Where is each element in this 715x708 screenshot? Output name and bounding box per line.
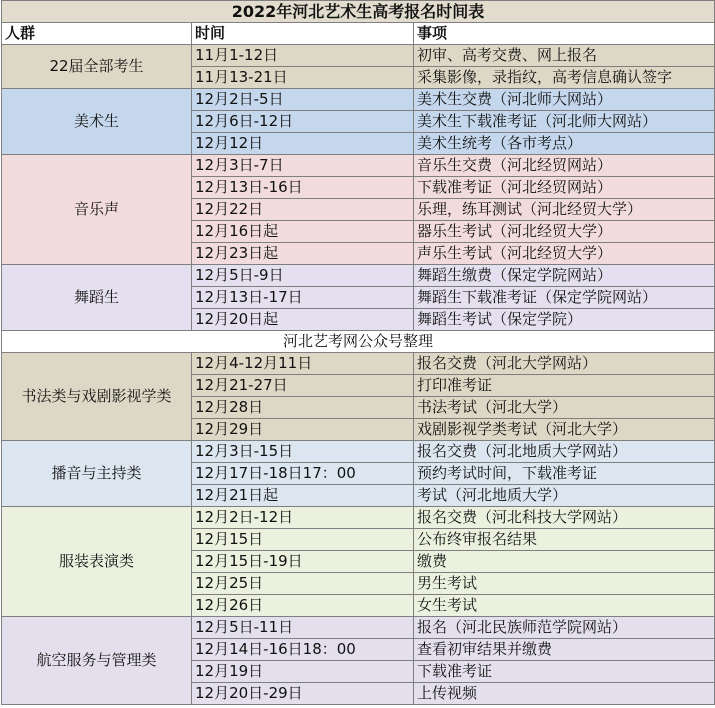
table-row <box>2 507 715 529</box>
item-cell: 美术生统考（各市考点） <box>414 133 715 155</box>
date-cell: 12月2日-12日 <box>192 507 414 529</box>
table-row <box>2 617 715 639</box>
date-cell: 12月3日-15日 <box>192 441 414 463</box>
item-cell: 音乐生交费（河北经贸网站） <box>414 155 715 177</box>
item-cell: 查看初审结果并缴费 <box>414 639 715 661</box>
group-name-cell: 音乐声 <box>2 155 192 265</box>
table-row <box>2 353 715 375</box>
date-cell: 12月23日起 <box>192 243 414 265</box>
date-cell: 12月6日-12日 <box>192 111 414 133</box>
date-cell: 12月4-12月11日 <box>192 353 414 375</box>
date-cell: 12月14日-16日18：00 <box>192 639 414 661</box>
title-row <box>2 1 715 23</box>
source-note: 河北艺考网公众号整理 <box>2 331 715 353</box>
date-cell: 12月2日-5日 <box>192 89 414 111</box>
table-row <box>2 45 715 67</box>
item-cell: 舞蹈生考试（保定学院） <box>414 309 715 331</box>
date-cell: 12月17日-18日17：00 <box>192 463 414 485</box>
group-name-cell: 航空服务与管理类 <box>2 617 192 705</box>
date-cell: 12月20日起 <box>192 309 414 331</box>
item-cell: 戏剧影视学类考试（河北大学） <box>414 419 715 441</box>
item-cell: 美术生交费（河北师大网站） <box>414 89 715 111</box>
table-row <box>2 265 715 287</box>
date-cell: 12月15日-19日 <box>192 551 414 573</box>
item-cell: 美术生下载准考证（河北师大网站） <box>414 111 715 133</box>
header-row <box>2 23 715 45</box>
date-cell: 12月28日 <box>192 397 414 419</box>
group-name-cell: 播音与主持类 <box>2 441 192 507</box>
item-cell: 器乐生考试（河北经贸大学） <box>414 221 715 243</box>
group-name-cell: 舞蹈生 <box>2 265 192 331</box>
item-cell: 男生考试 <box>414 573 715 595</box>
item-cell: 报名（河北民族师范学院网站） <box>414 617 715 639</box>
date-cell: 12月12日 <box>192 133 414 155</box>
item-cell: 报名交费（河北地质大学网站） <box>414 441 715 463</box>
item-cell: 声乐生考试（河北经贸大学） <box>414 243 715 265</box>
item-cell: 乐理，练耳测试（河北经贸大学） <box>414 199 715 221</box>
item-cell: 公布终审报名结果 <box>414 529 715 551</box>
item-cell: 采集影像，录指纹，高考信息确认签字 <box>414 67 715 89</box>
date-cell: 11月1-12日 <box>192 45 414 67</box>
item-cell: 考试（河北地质大学） <box>414 485 715 507</box>
table-row <box>2 441 715 463</box>
date-cell: 12月13日-17日 <box>192 287 414 309</box>
item-cell: 预约考试时间，下载准考证 <box>414 463 715 485</box>
item-cell: 缴费 <box>414 551 715 573</box>
schedule-table <box>1 0 715 705</box>
item-cell: 上传视频 <box>414 683 715 705</box>
group-name-cell: 书法类与戏剧影视学类 <box>2 353 192 441</box>
date-cell: 12月26日 <box>192 595 414 617</box>
item-cell: 初审、高考交费、网上报名 <box>414 45 715 67</box>
date-cell: 12月20日-29日 <box>192 683 414 705</box>
date-cell: 12月5日-11日 <box>192 617 414 639</box>
date-cell: 12月21-27日 <box>192 375 414 397</box>
table-title: 2022年河北艺术生高考报名时间表 <box>2 1 715 23</box>
schedule-body <box>2 1 715 705</box>
date-cell: 12月25日 <box>192 573 414 595</box>
item-cell: 下载准考证 <box>414 661 715 683</box>
date-cell: 12月22日 <box>192 199 414 221</box>
date-cell: 12月3日-7日 <box>192 155 414 177</box>
date-cell: 12月13日-16日 <box>192 177 414 199</box>
date-cell: 12月16日起 <box>192 221 414 243</box>
item-cell: 打印准考证 <box>414 375 715 397</box>
item-cell: 舞蹈生缴费（保定学院网站） <box>414 265 715 287</box>
group-name-cell: 美术生 <box>2 89 192 155</box>
group-name-cell: 22届全部考生 <box>2 45 192 89</box>
item-cell: 报名交费（河北科技大学网站） <box>414 507 715 529</box>
date-cell: 12月29日 <box>192 419 414 441</box>
item-cell: 下载准考证（河北经贸网站） <box>414 177 715 199</box>
header-group: 人群 <box>2 23 192 45</box>
header-time: 时间 <box>192 23 414 45</box>
date-cell: 12月5日-9日 <box>192 265 414 287</box>
date-cell: 12月19日 <box>192 661 414 683</box>
item-cell: 书法考试（河北大学） <box>414 397 715 419</box>
table-row <box>2 155 715 177</box>
date-cell: 12月21日起 <box>192 485 414 507</box>
table-row <box>2 89 715 111</box>
item-cell: 报名交费（河北大学网站） <box>414 353 715 375</box>
item-cell: 女生考试 <box>414 595 715 617</box>
date-cell: 12月15日 <box>192 529 414 551</box>
group-name-cell: 服装表演类 <box>2 507 192 617</box>
item-cell: 舞蹈生下载准考证（保定学院网站） <box>414 287 715 309</box>
date-cell: 11月13-21日 <box>192 67 414 89</box>
header-item: 事项 <box>414 23 715 45</box>
note-row <box>2 331 715 353</box>
